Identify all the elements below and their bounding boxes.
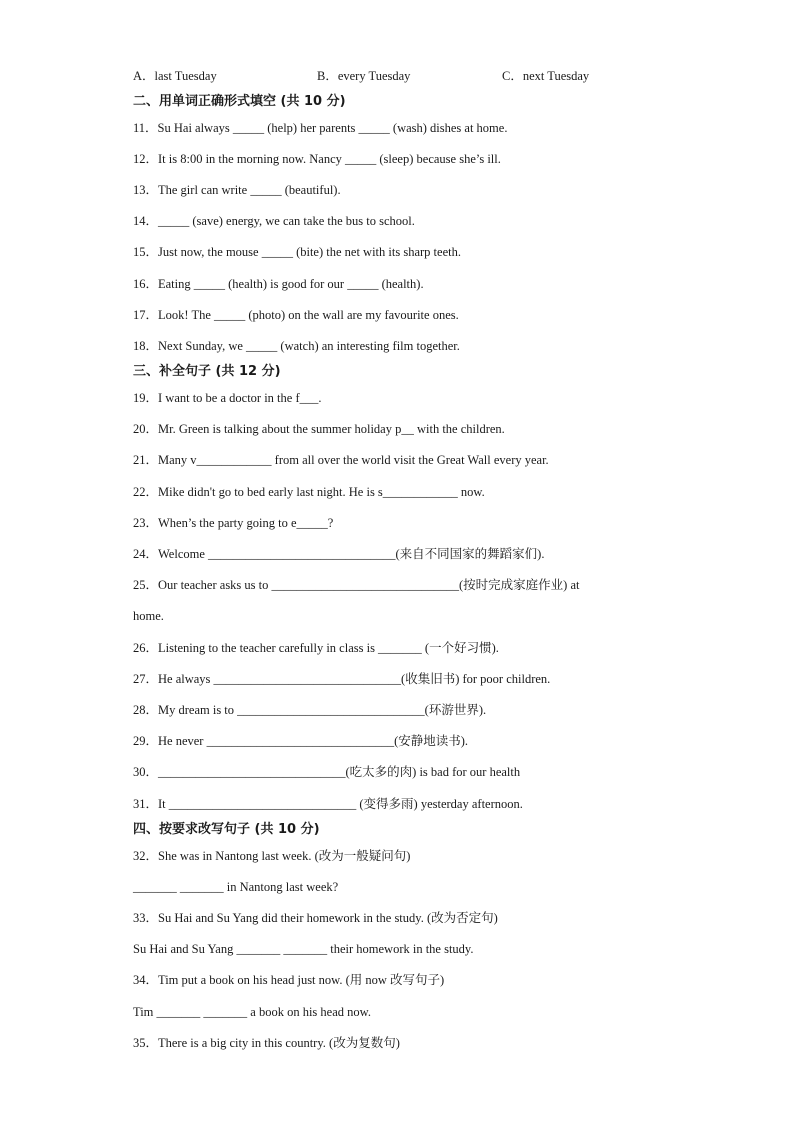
question-35: 35．There is a big city in this country. (改为复数句)	[133, 1036, 400, 1050]
question-15: 15．Just now, the mouse _____ (bite) the net with its sharp teeth.	[133, 245, 461, 259]
question-11: 11．Su Hai always _____ (help) her parents _____ (wash) dishes at home.	[133, 121, 508, 135]
question-25-continuation: home.	[133, 609, 164, 623]
question-12: 12．It is 8:00 in the morning now. Nancy _____ (sleep) because she’s ill.	[133, 152, 501, 166]
section-heading-3: 三、补全句子 (共 12 分)	[133, 364, 281, 379]
question-18: 18．Next Sunday, we _____ (watch) an interesting film together.	[133, 339, 460, 353]
question-25: 25．Our teacher asks us to ______________________________(按时完成家庭作业) at	[133, 578, 580, 592]
question-33-answer-line: Su Hai and Su Yang _______ _______ their homework in the study.	[133, 942, 474, 956]
section-heading-2: 二、用单词正确形式填空 (共 10 分)	[133, 94, 346, 109]
section-heading-4: 四、按要求改写句子 (共 10 分)	[133, 822, 320, 837]
question-14: 14．_____ (save) energy, we can take the bus to school.	[133, 214, 415, 228]
option-c: C．next Tuesday	[502, 69, 590, 83]
question-23: 23．When’s the party going to e_____?	[133, 516, 334, 530]
question-24: 24．Welcome ______________________________(来自不同国家的舞蹈家们).	[133, 547, 545, 561]
question-26: 26．Listening to the teacher carefully in class is _______ (一个好习惯).	[133, 641, 499, 655]
question-19: 19．I want to be a doctor in the f___.	[133, 391, 322, 405]
question-13: 13．The girl can write _____ (beautiful).	[133, 183, 341, 197]
question-32: 32．She was in Nantong last week. (改为一般疑问句)	[133, 849, 411, 863]
question-20: 20．Mr. Green is talking about the summer holiday p__ with the children.	[133, 422, 505, 436]
question-16: 16．Eating _____ (health) is good for our _____ (health).	[133, 277, 424, 291]
option-a: A．last Tuesday	[133, 69, 217, 83]
question-28: 28．My dream is to ______________________________(环游世界).	[133, 703, 487, 717]
question-34-answer-line: Tim _______ _______ a book on his head now.	[133, 1005, 371, 1019]
question-33: 33．Su Hai and Su Yang did their homework in the study. (改为否定句)	[133, 911, 498, 925]
option-b: B．every Tuesday	[317, 69, 411, 83]
question-30: 30．______________________________(吃太多的肉) is bad for our health	[133, 765, 521, 779]
question-27: 27．He always ______________________________(收集旧书) for poor children.	[133, 672, 551, 686]
question-31: 31．It ______________________________ (变得多雨) yesterday afternoon.	[133, 797, 523, 811]
question-29: 29．He never ______________________________(安静地读书).	[133, 734, 469, 748]
question-17: 17．Look! The _____ (photo) on the wall are my favourite ones.	[133, 308, 459, 322]
question-34: 34．Tim put a book on his head just now. (用 now 改写句子)	[133, 973, 445, 987]
question-32-answer-line: _______ _______ in Nantong last week?	[133, 880, 339, 894]
question-22: 22．Mike didn't go to bed early last night. He is s____________ now.	[133, 485, 485, 499]
question-21: 21．Many v____________ from all over the world visit the Great Wall every year.	[133, 453, 549, 467]
